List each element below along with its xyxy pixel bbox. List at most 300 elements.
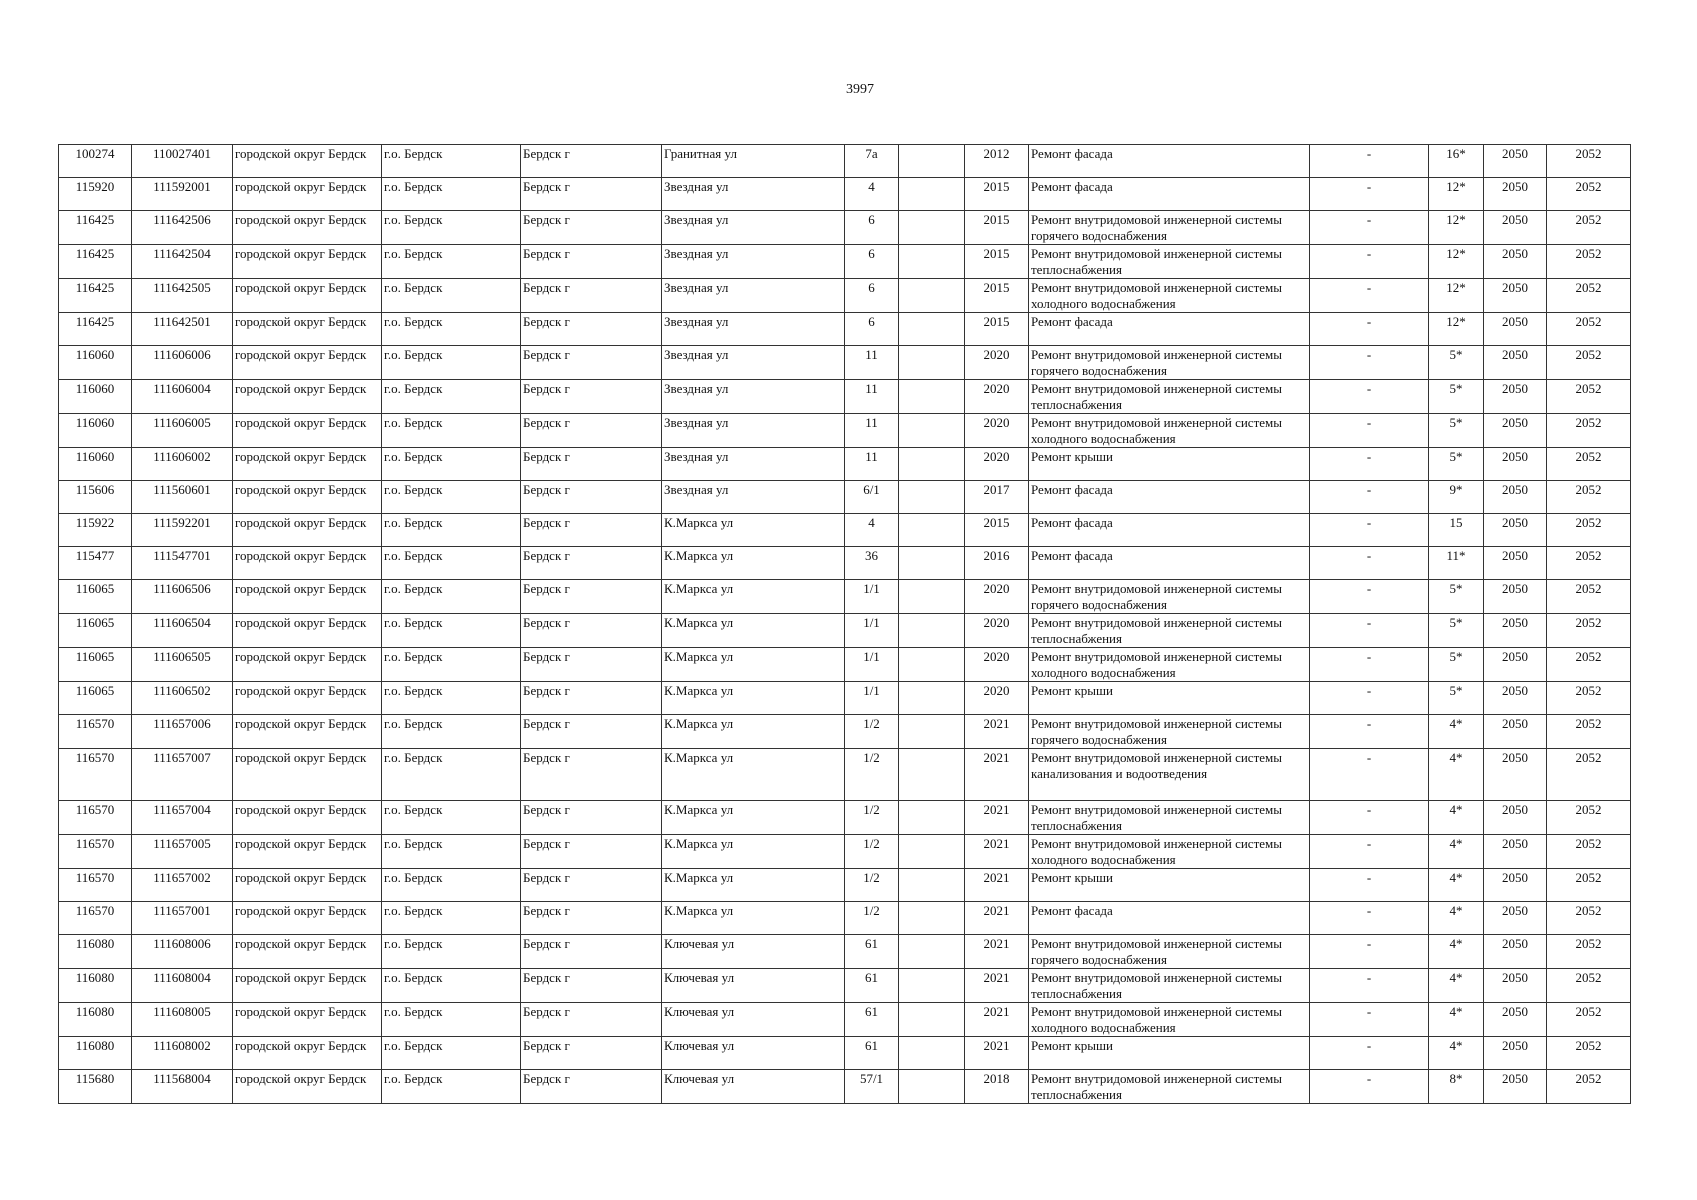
dash-cell: -	[1310, 178, 1429, 211]
period-cell: 4*	[1429, 969, 1484, 1003]
object-id-cell: 116080	[59, 1003, 132, 1037]
end-year-cell: 2052	[1547, 902, 1631, 935]
last-repair-year-cell: 2021	[965, 935, 1029, 969]
end-year-cell: 2052	[1547, 514, 1631, 547]
work-type-cell: Ремонт фасада	[1029, 902, 1310, 935]
house-number-cell: 4	[845, 514, 899, 547]
work-id-cell: 111657007	[132, 749, 233, 801]
table-row	[59, 1037, 1631, 1070]
end-year-cell: 2052	[1547, 448, 1631, 481]
house-number-cell: 61	[845, 1037, 899, 1070]
end-year-cell: 2052	[1547, 380, 1631, 414]
dash-cell: -	[1310, 313, 1429, 346]
work-type-cell: Ремонт внутридомовой инженерной системы теплоснабжения	[1029, 969, 1310, 1003]
last-repair-year-cell: 2021	[965, 749, 1029, 801]
work-id-cell: 111608002	[132, 1037, 233, 1070]
object-id-cell: 115922	[59, 514, 132, 547]
period-cell: 15	[1429, 514, 1484, 547]
street-cell: К.Маркса ул	[662, 835, 845, 869]
municipality-cell: городской округ Бердск	[233, 211, 382, 245]
end-year-cell: 2052	[1547, 245, 1631, 279]
work-id-cell: 111608004	[132, 969, 233, 1003]
start-year-cell: 2050	[1484, 346, 1547, 380]
last-repair-year-cell: 2015	[965, 313, 1029, 346]
building-cell	[899, 749, 965, 801]
end-year-cell: 2052	[1547, 580, 1631, 614]
end-year-cell: 2052	[1547, 869, 1631, 902]
object-id-cell: 116425	[59, 279, 132, 313]
district-cell: г.о. Бердск	[382, 380, 521, 414]
work-id-cell: 111642505	[132, 279, 233, 313]
municipality-cell: городской округ Бердск	[233, 1003, 382, 1037]
street-cell: К.Маркса ул	[662, 749, 845, 801]
street-cell: Ключевая ул	[662, 1003, 845, 1037]
building-cell	[899, 448, 965, 481]
object-id-cell: 116570	[59, 902, 132, 935]
work-type-cell: Ремонт фасада	[1029, 481, 1310, 514]
municipality-cell: городской округ Бердск	[233, 648, 382, 682]
work-type-cell: Ремонт крыши	[1029, 448, 1310, 481]
last-repair-year-cell: 2020	[965, 648, 1029, 682]
work-type-cell: Ремонт фасада	[1029, 178, 1310, 211]
municipality-cell: городской округ Бердск	[233, 547, 382, 580]
building-cell	[899, 313, 965, 346]
period-cell: 4*	[1429, 835, 1484, 869]
district-cell: г.о. Бердск	[382, 145, 521, 178]
start-year-cell: 2050	[1484, 935, 1547, 969]
last-repair-year-cell: 2020	[965, 614, 1029, 648]
building-cell	[899, 902, 965, 935]
dash-cell: -	[1310, 969, 1429, 1003]
building-cell	[899, 346, 965, 380]
municipality-cell: городской округ Бердск	[233, 801, 382, 835]
work-type-cell: Ремонт фасада	[1029, 145, 1310, 178]
building-cell	[899, 1003, 965, 1037]
district-cell: г.о. Бердск	[382, 749, 521, 801]
last-repair-year-cell: 2021	[965, 801, 1029, 835]
object-id-cell: 115477	[59, 547, 132, 580]
work-type-cell: Ремонт крыши	[1029, 682, 1310, 715]
last-repair-year-cell: 2017	[965, 481, 1029, 514]
municipality-cell: городской округ Бердск	[233, 614, 382, 648]
work-type-cell: Ремонт внутридомовой инженерной системы теплоснабжения	[1029, 245, 1310, 279]
work-id-cell: 111657004	[132, 801, 233, 835]
municipality-cell: городской округ Бердск	[233, 178, 382, 211]
last-repair-year-cell: 2020	[965, 682, 1029, 715]
building-cell	[899, 835, 965, 869]
table-row	[59, 648, 1631, 682]
last-repair-year-cell: 2021	[965, 715, 1029, 749]
city-cell: Бердск г	[521, 715, 662, 749]
period-cell: 4*	[1429, 869, 1484, 902]
period-cell: 5*	[1429, 614, 1484, 648]
district-cell: г.о. Бердск	[382, 1037, 521, 1070]
district-cell: г.о. Бердск	[382, 1003, 521, 1037]
object-id-cell: 115606	[59, 481, 132, 514]
table-row	[59, 245, 1631, 279]
dash-cell: -	[1310, 648, 1429, 682]
object-id-cell: 116425	[59, 211, 132, 245]
house-number-cell: 1/1	[845, 682, 899, 715]
object-id-cell: 116065	[59, 614, 132, 648]
building-cell	[899, 869, 965, 902]
city-cell: Бердск г	[521, 969, 662, 1003]
house-number-cell: 36	[845, 547, 899, 580]
work-id-cell: 111606002	[132, 448, 233, 481]
municipality-cell: городской округ Бердск	[233, 969, 382, 1003]
city-cell: Бердск г	[521, 801, 662, 835]
street-cell: К.Маркса ул	[662, 902, 845, 935]
period-cell: 5*	[1429, 414, 1484, 448]
street-cell: Звездная ул	[662, 380, 845, 414]
street-cell: К.Маркса ул	[662, 614, 845, 648]
dash-cell: -	[1310, 869, 1429, 902]
work-type-cell: Ремонт внутридомовой инженерной системы канализования и водоотведения	[1029, 749, 1310, 801]
period-cell: 4*	[1429, 902, 1484, 935]
work-id-cell: 111606502	[132, 682, 233, 715]
city-cell: Бердск г	[521, 1037, 662, 1070]
object-id-cell: 116080	[59, 1037, 132, 1070]
work-type-cell: Ремонт внутридомовой инженерной системы горячего водоснабжения	[1029, 211, 1310, 245]
building-cell	[899, 715, 965, 749]
repair-registry-table	[58, 144, 1631, 1104]
municipality-cell: городской округ Бердск	[233, 279, 382, 313]
city-cell: Бердск г	[521, 414, 662, 448]
work-type-cell: Ремонт внутридомовой инженерной системы теплоснабжения	[1029, 801, 1310, 835]
work-id-cell: 111606005	[132, 414, 233, 448]
last-repair-year-cell: 2016	[965, 547, 1029, 580]
district-cell: г.о. Бердск	[382, 835, 521, 869]
work-id-cell: 111606004	[132, 380, 233, 414]
period-cell: 4*	[1429, 801, 1484, 835]
work-id-cell: 111657001	[132, 902, 233, 935]
period-cell: 16*	[1429, 145, 1484, 178]
dash-cell: -	[1310, 514, 1429, 547]
district-cell: г.о. Бердск	[382, 614, 521, 648]
start-year-cell: 2050	[1484, 211, 1547, 245]
object-id-cell: 116570	[59, 835, 132, 869]
page-number: 3997	[846, 82, 874, 97]
work-id-cell: 110027401	[132, 145, 233, 178]
municipality-cell: городской округ Бердск	[233, 682, 382, 715]
start-year-cell: 2050	[1484, 313, 1547, 346]
last-repair-year-cell: 2015	[965, 211, 1029, 245]
house-number-cell: 57/1	[845, 1070, 899, 1104]
end-year-cell: 2052	[1547, 547, 1631, 580]
end-year-cell: 2052	[1547, 614, 1631, 648]
dash-cell: -	[1310, 1003, 1429, 1037]
work-type-cell: Ремонт внутридомовой инженерной системы холодного водоснабжения	[1029, 279, 1310, 313]
dash-cell: -	[1310, 580, 1429, 614]
table-row	[59, 580, 1631, 614]
start-year-cell: 2050	[1484, 902, 1547, 935]
street-cell: К.Маркса ул	[662, 715, 845, 749]
street-cell: Гранитная ул	[662, 145, 845, 178]
city-cell: Бердск г	[521, 682, 662, 715]
street-cell: Звездная ул	[662, 414, 845, 448]
street-cell: К.Маркса ул	[662, 682, 845, 715]
house-number-cell: 1/2	[845, 902, 899, 935]
work-id-cell: 111657005	[132, 835, 233, 869]
table-row	[59, 1003, 1631, 1037]
city-cell: Бердск г	[521, 211, 662, 245]
house-number-cell: 6	[845, 313, 899, 346]
work-type-cell: Ремонт внутридомовой инженерной системы холодного водоснабжения	[1029, 648, 1310, 682]
street-cell: Звездная ул	[662, 211, 845, 245]
object-id-cell: 116065	[59, 648, 132, 682]
table-row	[59, 682, 1631, 715]
table-row	[59, 481, 1631, 514]
house-number-cell: 1/2	[845, 869, 899, 902]
city-cell: Бердск г	[521, 648, 662, 682]
start-year-cell: 2050	[1484, 801, 1547, 835]
municipality-cell: городской округ Бердск	[233, 245, 382, 279]
object-id-cell: 116570	[59, 869, 132, 902]
last-repair-year-cell: 2021	[965, 1003, 1029, 1037]
table-row	[59, 715, 1631, 749]
last-repair-year-cell: 2020	[965, 346, 1029, 380]
period-cell: 4*	[1429, 935, 1484, 969]
start-year-cell: 2050	[1484, 547, 1547, 580]
district-cell: г.о. Бердск	[382, 178, 521, 211]
work-id-cell: 111657002	[132, 869, 233, 902]
house-number-cell: 6	[845, 245, 899, 279]
dash-cell: -	[1310, 835, 1429, 869]
end-year-cell: 2052	[1547, 211, 1631, 245]
work-type-cell: Ремонт внутридомовой инженерной системы холодного водоснабжения	[1029, 1003, 1310, 1037]
table-row	[59, 902, 1631, 935]
municipality-cell: городской округ Бердск	[233, 715, 382, 749]
last-repair-year-cell: 2015	[965, 279, 1029, 313]
work-id-cell: 111592001	[132, 178, 233, 211]
period-cell: 4*	[1429, 1003, 1484, 1037]
municipality-cell: городской округ Бердск	[233, 380, 382, 414]
dash-cell: -	[1310, 481, 1429, 514]
end-year-cell: 2052	[1547, 279, 1631, 313]
district-cell: г.о. Бердск	[382, 448, 521, 481]
end-year-cell: 2052	[1547, 1070, 1631, 1104]
end-year-cell: 2052	[1547, 346, 1631, 380]
street-cell: Ключевая ул	[662, 969, 845, 1003]
street-cell: К.Маркса ул	[662, 580, 845, 614]
dash-cell: -	[1310, 448, 1429, 481]
end-year-cell: 2052	[1547, 935, 1631, 969]
house-number-cell: 6	[845, 211, 899, 245]
end-year-cell: 2052	[1547, 1037, 1631, 1070]
work-type-cell: Ремонт внутридомовой инженерной системы холодного водоснабжения	[1029, 414, 1310, 448]
building-cell	[899, 682, 965, 715]
district-cell: г.о. Бердск	[382, 682, 521, 715]
district-cell: г.о. Бердск	[382, 279, 521, 313]
street-cell: К.Маркса ул	[662, 801, 845, 835]
work-type-cell: Ремонт внутридомовой инженерной системы горячего водоснабжения	[1029, 935, 1310, 969]
work-id-cell: 111568004	[132, 1070, 233, 1104]
work-type-cell: Ремонт крыши	[1029, 1037, 1310, 1070]
dash-cell: -	[1310, 547, 1429, 580]
table-row	[59, 279, 1631, 313]
start-year-cell: 2050	[1484, 514, 1547, 547]
start-year-cell: 2050	[1484, 245, 1547, 279]
house-number-cell: 1/2	[845, 801, 899, 835]
building-cell	[899, 279, 965, 313]
start-year-cell: 2050	[1484, 614, 1547, 648]
building-cell	[899, 969, 965, 1003]
object-id-cell: 116570	[59, 715, 132, 749]
house-number-cell: 6/1	[845, 481, 899, 514]
start-year-cell: 2050	[1484, 145, 1547, 178]
house-number-cell: 11	[845, 414, 899, 448]
district-cell: г.о. Бердск	[382, 514, 521, 547]
period-cell: 4*	[1429, 715, 1484, 749]
start-year-cell: 2050	[1484, 749, 1547, 801]
municipality-cell: городской округ Бердск	[233, 313, 382, 346]
municipality-cell: городской округ Бердск	[233, 1037, 382, 1070]
work-type-cell: Ремонт внутридомовой инженерной системы теплоснабжения	[1029, 380, 1310, 414]
street-cell: Звездная ул	[662, 178, 845, 211]
work-id-cell: 111606006	[132, 346, 233, 380]
building-cell	[899, 1070, 965, 1104]
work-id-cell: 111608006	[132, 935, 233, 969]
city-cell: Бердск г	[521, 580, 662, 614]
table-row	[59, 614, 1631, 648]
period-cell: 9*	[1429, 481, 1484, 514]
start-year-cell: 2050	[1484, 481, 1547, 514]
dash-cell: -	[1310, 346, 1429, 380]
city-cell: Бердск г	[521, 481, 662, 514]
table-row	[59, 835, 1631, 869]
period-cell: 5*	[1429, 580, 1484, 614]
object-id-cell: 116425	[59, 313, 132, 346]
start-year-cell: 2050	[1484, 969, 1547, 1003]
dash-cell: -	[1310, 211, 1429, 245]
house-number-cell: 61	[845, 1003, 899, 1037]
street-cell: Звездная ул	[662, 245, 845, 279]
house-number-cell: 7а	[845, 145, 899, 178]
table-row	[59, 749, 1631, 801]
building-cell	[899, 245, 965, 279]
period-cell: 12*	[1429, 245, 1484, 279]
house-number-cell: 61	[845, 969, 899, 1003]
period-cell: 5*	[1429, 448, 1484, 481]
house-number-cell: 1/1	[845, 580, 899, 614]
city-cell: Бердск г	[521, 514, 662, 547]
table-row	[59, 935, 1631, 969]
work-type-cell: Ремонт внутридомовой инженерной системы холодного водоснабжения	[1029, 835, 1310, 869]
municipality-cell: городской округ Бердск	[233, 1070, 382, 1104]
city-cell: Бердск г	[521, 1003, 662, 1037]
work-id-cell: 111606504	[132, 614, 233, 648]
period-cell: 12*	[1429, 279, 1484, 313]
street-cell: Звездная ул	[662, 279, 845, 313]
start-year-cell: 2050	[1484, 1003, 1547, 1037]
dash-cell: -	[1310, 935, 1429, 969]
work-id-cell: 111560601	[132, 481, 233, 514]
building-cell	[899, 801, 965, 835]
municipality-cell: городской округ Бердск	[233, 481, 382, 514]
street-cell: Звездная ул	[662, 448, 845, 481]
end-year-cell: 2052	[1547, 648, 1631, 682]
dash-cell: -	[1310, 801, 1429, 835]
dash-cell: -	[1310, 380, 1429, 414]
work-id-cell: 111657006	[132, 715, 233, 749]
house-number-cell: 1/1	[845, 648, 899, 682]
work-id-cell: 111608005	[132, 1003, 233, 1037]
municipality-cell: городской округ Бердск	[233, 902, 382, 935]
dash-cell: -	[1310, 614, 1429, 648]
end-year-cell: 2052	[1547, 145, 1631, 178]
district-cell: г.о. Бердск	[382, 1070, 521, 1104]
object-id-cell: 116425	[59, 245, 132, 279]
period-cell: 5*	[1429, 682, 1484, 715]
house-number-cell: 11	[845, 448, 899, 481]
object-id-cell: 116060	[59, 414, 132, 448]
work-id-cell: 111642501	[132, 313, 233, 346]
city-cell: Бердск г	[521, 749, 662, 801]
end-year-cell: 2052	[1547, 749, 1631, 801]
last-repair-year-cell: 2015	[965, 245, 1029, 279]
start-year-cell: 2050	[1484, 448, 1547, 481]
period-cell: 11*	[1429, 547, 1484, 580]
last-repair-year-cell: 2020	[965, 448, 1029, 481]
work-id-cell: 111642504	[132, 245, 233, 279]
street-cell: К.Маркса ул	[662, 514, 845, 547]
table-row	[59, 448, 1631, 481]
start-year-cell: 2050	[1484, 178, 1547, 211]
start-year-cell: 2050	[1484, 380, 1547, 414]
street-cell: Звездная ул	[662, 313, 845, 346]
work-id-cell: 111606505	[132, 648, 233, 682]
house-number-cell: 1/1	[845, 614, 899, 648]
work-id-cell: 111547701	[132, 547, 233, 580]
start-year-cell: 2050	[1484, 1070, 1547, 1104]
house-number-cell: 4	[845, 178, 899, 211]
district-cell: г.о. Бердск	[382, 245, 521, 279]
work-type-cell: Ремонт фасада	[1029, 547, 1310, 580]
table-row	[59, 1070, 1631, 1104]
end-year-cell: 2052	[1547, 801, 1631, 835]
object-id-cell: 116060	[59, 346, 132, 380]
end-year-cell: 2052	[1547, 835, 1631, 869]
last-repair-year-cell: 2015	[965, 178, 1029, 211]
table-body	[59, 145, 1631, 1104]
building-cell	[899, 380, 965, 414]
city-cell: Бердск г	[521, 279, 662, 313]
building-cell	[899, 935, 965, 969]
table-row	[59, 969, 1631, 1003]
dash-cell: -	[1310, 145, 1429, 178]
work-id-cell: 111606506	[132, 580, 233, 614]
dash-cell: -	[1310, 1070, 1429, 1104]
last-repair-year-cell: 2018	[965, 1070, 1029, 1104]
dash-cell: -	[1310, 1037, 1429, 1070]
end-year-cell: 2052	[1547, 1003, 1631, 1037]
district-cell: г.о. Бердск	[382, 902, 521, 935]
city-cell: Бердск г	[521, 346, 662, 380]
district-cell: г.о. Бердск	[382, 801, 521, 835]
period-cell: 5*	[1429, 346, 1484, 380]
city-cell: Бердск г	[521, 902, 662, 935]
period-cell: 12*	[1429, 313, 1484, 346]
period-cell: 12*	[1429, 178, 1484, 211]
object-id-cell: 116060	[59, 380, 132, 414]
last-repair-year-cell: 2020	[965, 580, 1029, 614]
house-number-cell: 61	[845, 935, 899, 969]
district-cell: г.о. Бердск	[382, 869, 521, 902]
work-type-cell: Ремонт крыши	[1029, 869, 1310, 902]
table-row	[59, 211, 1631, 245]
street-cell: К.Маркса ул	[662, 869, 845, 902]
table-row	[59, 547, 1631, 580]
